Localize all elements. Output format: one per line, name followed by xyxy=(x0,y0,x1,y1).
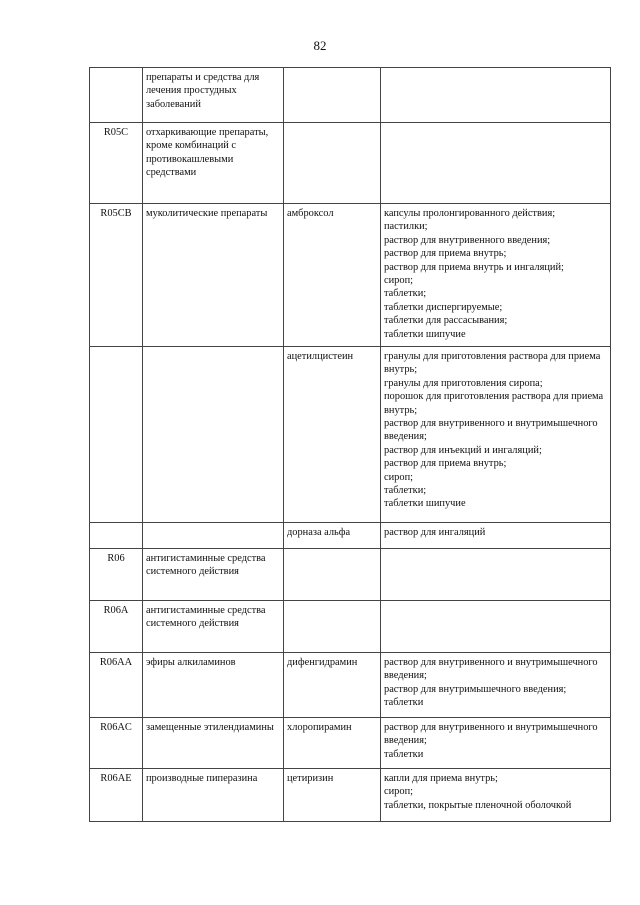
drug-group-cell xyxy=(143,523,284,549)
drug-group-cell: отхаркивающие препараты, кроме комбинаций с противокашлевыми средствами xyxy=(143,123,284,204)
inn-cell: дифенгидрамин xyxy=(284,653,381,718)
table-row xyxy=(90,601,611,653)
inn-cell: цетиризин xyxy=(284,769,381,822)
dosage-forms-cell: раствор для внутривенного и внутримышечного введения; раствор для внутримышечного введения; таблетки xyxy=(381,653,611,718)
drug-group-cell: препараты и средства для лечения простудных заболеваний xyxy=(143,68,284,123)
table-row xyxy=(90,653,611,718)
table-row xyxy=(90,549,611,601)
table-row xyxy=(90,204,611,347)
inn-cell xyxy=(284,123,381,204)
table-row xyxy=(90,123,611,204)
atc-code-cell xyxy=(90,347,143,523)
inn-cell xyxy=(284,68,381,123)
table-row xyxy=(90,718,611,769)
inn-cell: дорназа альфа xyxy=(284,523,381,549)
drug-group-cell: замещенные этилендиамины xyxy=(143,718,284,769)
dosage-forms-cell: капли для приема внутрь; сироп; таблетки, покрытые пленочной оболочкой xyxy=(381,769,611,822)
atc-code-cell: R06A xyxy=(90,601,143,653)
drug-group-cell: муколитические препараты xyxy=(143,204,284,347)
medication-table xyxy=(89,67,611,822)
drug-group-cell: производные пиперазина xyxy=(143,769,284,822)
dosage-forms-cell xyxy=(381,601,611,653)
drug-group-cell: эфиры алкиламинов xyxy=(143,653,284,718)
dosage-forms-cell xyxy=(381,549,611,601)
atc-code-cell: R06AA xyxy=(90,653,143,718)
drug-group-cell: антигистаминные средства системного действия xyxy=(143,601,284,653)
dosage-forms-cell xyxy=(381,68,611,123)
dosage-forms-cell: гранулы для приготовления раствора для приема внутрь; гранулы для приготовления сиропа; порошок для приготовления раствора для приема внутрь; раствор для внутривенного и внутримышечного введения; раствор для инъекций и ингаляций; раствор для приема внутрь; сироп; таблетки; таблетки шипучие xyxy=(381,347,611,523)
dosage-forms-cell xyxy=(381,123,611,204)
dosage-forms-cell: раствор для ингаляций xyxy=(381,523,611,549)
atc-code-cell: R06 xyxy=(90,549,143,601)
drug-group-cell xyxy=(143,347,284,523)
inn-cell: амброксол xyxy=(284,204,381,347)
table-row xyxy=(90,523,611,549)
inn-cell: ацетилцистеин xyxy=(284,347,381,523)
inn-cell xyxy=(284,549,381,601)
atc-code-cell: R05C xyxy=(90,123,143,204)
atc-code-cell: R06AE xyxy=(90,769,143,822)
page-number: 82 xyxy=(313,38,327,53)
atc-code-cell xyxy=(90,68,143,123)
dosage-forms-cell: раствор для внутривенного и внутримышечного введения; таблетки xyxy=(381,718,611,769)
table-row xyxy=(90,347,611,523)
table-row xyxy=(90,769,611,822)
inn-cell xyxy=(284,601,381,653)
atc-code-cell xyxy=(90,523,143,549)
atc-code-cell: R05CB xyxy=(90,204,143,347)
inn-cell: хлоропирамин xyxy=(284,718,381,769)
atc-code-cell: R06AC xyxy=(90,718,143,769)
dosage-forms-cell: капсулы пролонгированного действия; пастилки; раствор для внутривенного введения; раствор для приема внутрь; раствор для приема внутрь и ингаляций; сироп; таблетки; таблетки диспергируемые; таблетки для рассасывания; таблетки шипучие xyxy=(381,204,611,347)
drug-group-cell: антигистаминные средства системного действия xyxy=(143,549,284,601)
table-row xyxy=(90,68,611,123)
